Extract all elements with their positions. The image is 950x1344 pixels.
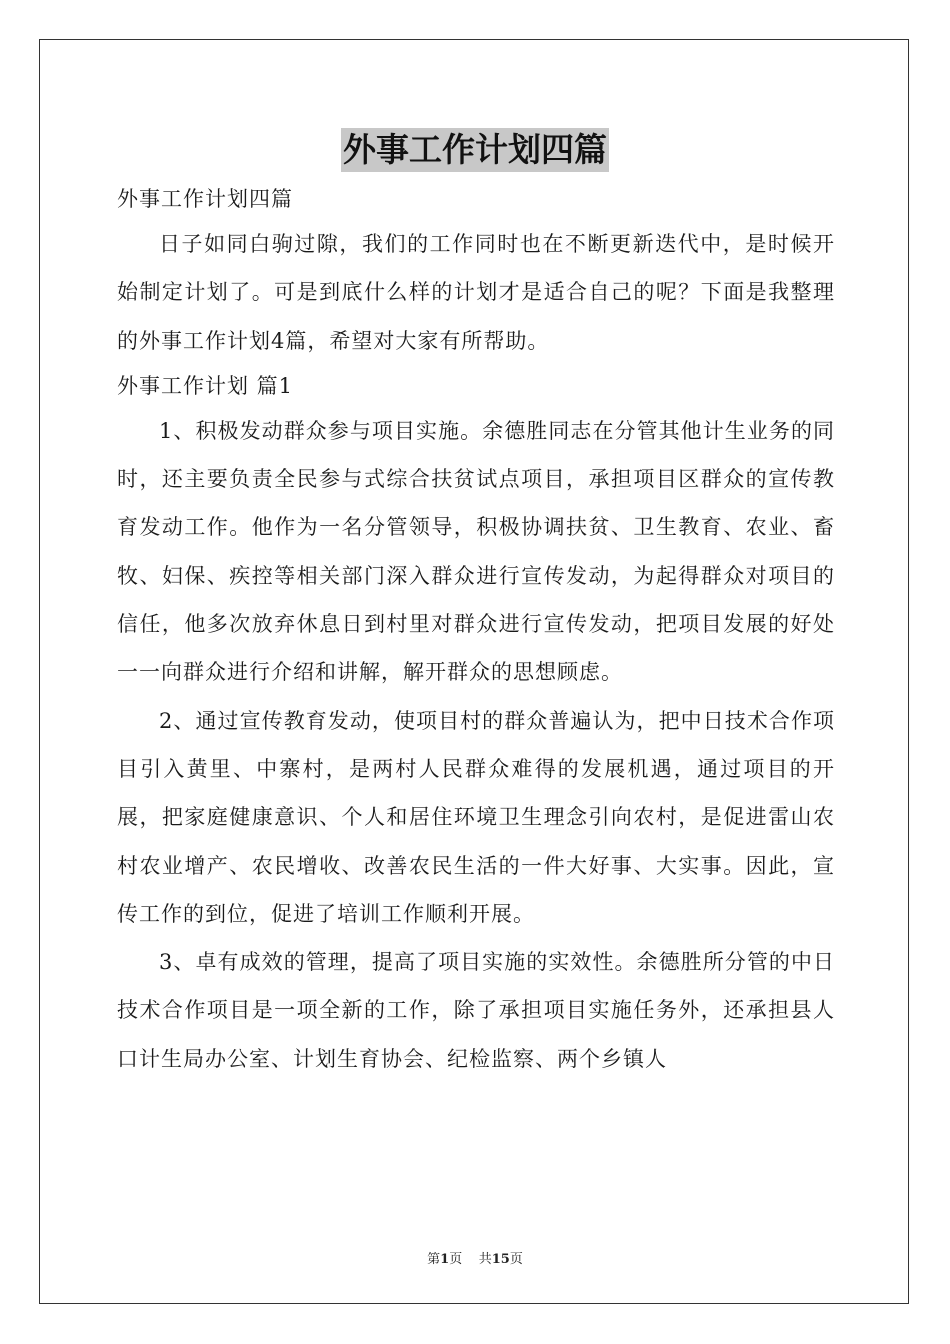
document-body — [117, 178, 835, 1083]
intro-paragraph: 日子如同白驹过隙，我们的工作同时也在不断更新迭代中，是时候开始制定计划了。可是到底什么样的计划才是适合自己的呢？下面是我整理的外事工作计划4篇，希望对大家有所帮助。 — [117, 232, 835, 353]
section-heading: 外事工作计划 篇1 — [117, 373, 294, 398]
document-title: 外事工作计划四篇 — [341, 128, 609, 172]
paragraph-3: 3、卓有成效的管理，提高了项目实施的实效性。余德胜所分管的中日技术合作项目是一项全新的工作，除了承担项目实施任务外，还承担县人口计生局办公室、计划生育协会、纪检监察、两个乡镇人 — [117, 950, 835, 1071]
paragraph-2: 2、通过宣传教育发动，使项目村的群众普遍认为，把中日技术合作项目引入黄里、中寨村，是两村人民群众难得的发展机遇，通过项目的开展，把家庭健康意识、个人和居住环境卫生理念引向农村，是促进雷山农村农业增产、农民增收、改善农民生活的一件大好事、大实事。因此，宣传工作的到位，促进了培训工作顺利开展。 — [117, 708, 835, 926]
total-pages: 15 — [491, 1252, 510, 1267]
page-number: 1 — [440, 1252, 450, 1267]
page-footer — [0, 1248, 950, 1267]
paragraph-1: 1、积极发动群众参与项目实施。余德胜同志在分管其他计生业务的同时，还主要负责全民参与式综合扶贫试点项目，承担项目区群众的宣传教育发动工作。他作为一名分管领导，积极协调扶贫、卫生教育、农业、畜牧、妇保、疾控等相关部门深入群众进行宣传发动，为起得群众对项目的信任，他多次放弃休息日到村里对群众进行宣传发动，把项目发展的好处一一向群众进行介绍和讲解，解开群众的思想顾虑。 — [117, 418, 835, 685]
page-suffix: 页 — [449, 1252, 463, 1267]
total-prefix: 共 — [478, 1252, 492, 1267]
document-subtitle: 外事工作计划四篇 — [117, 187, 293, 211]
total-suffix: 页 — [509, 1252, 523, 1267]
document-title-wrap — [0, 128, 950, 172]
page-prefix: 第 — [427, 1252, 441, 1267]
